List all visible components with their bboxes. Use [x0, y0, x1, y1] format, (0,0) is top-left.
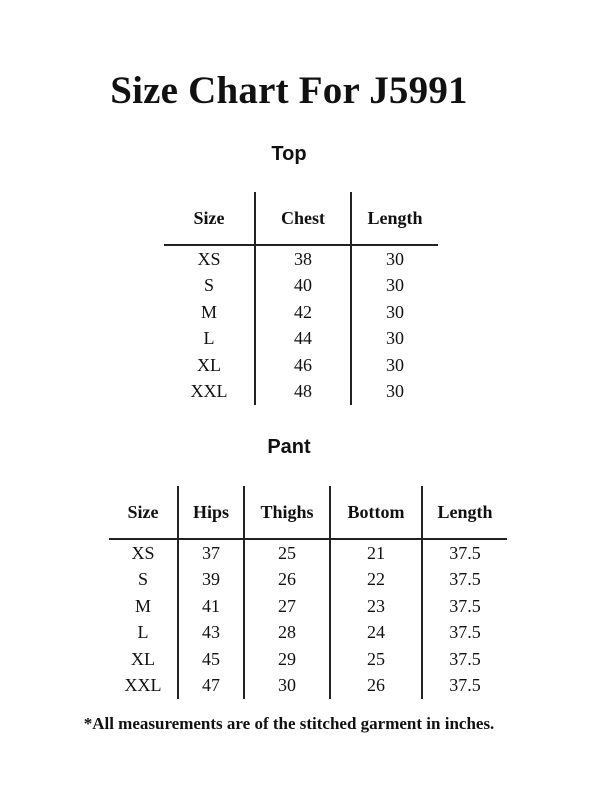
table-row	[164, 299, 438, 326]
table-cell: 37.5	[449, 675, 481, 696]
table-header-row	[164, 192, 438, 245]
column-header-size: Size	[109, 486, 178, 539]
table-cell: XL	[109, 646, 178, 673]
table-header-row	[109, 486, 507, 539]
table-cell: 30	[386, 328, 404, 349]
table-row	[109, 567, 507, 594]
top-section-heading: Top	[271, 143, 307, 165]
table-cell: 25	[330, 646, 422, 673]
table-cell: 30	[386, 301, 404, 322]
column-header-thighs: Thighs	[244, 486, 330, 539]
table-cell: 44	[255, 326, 351, 353]
table-cell: 37.5	[449, 569, 481, 590]
table-cell: 30	[386, 381, 404, 402]
table-row	[164, 326, 438, 353]
table-row	[164, 273, 438, 300]
pant-size-table	[109, 486, 507, 699]
table-cell: 47	[178, 673, 244, 700]
table-cell: 30	[386, 248, 404, 269]
table-row	[109, 646, 507, 673]
column-header-size: Size	[164, 192, 255, 245]
measurement-footnote: *All measurements are of the stitched garment in inches.	[83, 714, 495, 733]
table-cell: 30	[386, 275, 404, 296]
table-row	[164, 352, 438, 379]
column-header-length: Length	[351, 192, 438, 245]
table-cell: 42	[255, 299, 351, 326]
table-cell: 21	[330, 539, 422, 567]
table-cell: 22	[330, 567, 422, 594]
table-cell: 46	[255, 352, 351, 379]
table-cell: 37.5	[449, 595, 481, 616]
table-cell: 30	[244, 673, 330, 700]
column-header-length: Length	[422, 486, 507, 539]
table-cell: M	[164, 299, 255, 326]
table-cell: 37.5	[449, 622, 481, 643]
table-cell: 37.5	[449, 542, 481, 563]
table-row	[109, 539, 507, 567]
table-cell: L	[164, 326, 255, 353]
table-cell: 40	[255, 273, 351, 300]
pant-section-heading: Pant	[267, 436, 311, 458]
table-row	[164, 379, 438, 406]
table-row	[109, 673, 507, 700]
table-cell: 29	[244, 646, 330, 673]
table-cell: XXL	[164, 379, 255, 406]
table-cell: L	[109, 620, 178, 647]
table-cell: M	[109, 593, 178, 620]
table-cell: 27	[244, 593, 330, 620]
table-cell: 43	[178, 620, 244, 647]
page-title: Size Chart For J5991	[110, 69, 468, 112]
table-cell: 24	[330, 620, 422, 647]
table-row	[164, 245, 438, 273]
table-cell: 23	[330, 593, 422, 620]
table-cell: 37.5	[449, 648, 481, 669]
table-cell: S	[164, 273, 255, 300]
table-row	[109, 593, 507, 620]
table-cell: 41	[178, 593, 244, 620]
table-cell: 48	[255, 379, 351, 406]
top-size-table	[164, 192, 438, 405]
column-header-bottom: Bottom	[330, 486, 422, 539]
table-cell: 30	[386, 354, 404, 375]
column-header-hips: Hips	[178, 486, 244, 539]
table-cell: 38	[255, 245, 351, 273]
table-cell: 28	[244, 620, 330, 647]
table-cell: XS	[109, 539, 178, 567]
table-cell: 39	[178, 567, 244, 594]
table-cell: 26	[330, 673, 422, 700]
table-row	[109, 620, 507, 647]
column-header-chest: Chest	[255, 192, 351, 245]
table-cell: XXL	[109, 673, 178, 700]
table-cell: XS	[164, 245, 255, 273]
table-cell: 25	[244, 539, 330, 567]
table-cell: 45	[178, 646, 244, 673]
table-cell: S	[109, 567, 178, 594]
table-cell: 37	[178, 539, 244, 567]
table-cell: 26	[244, 567, 330, 594]
table-cell: XL	[164, 352, 255, 379]
